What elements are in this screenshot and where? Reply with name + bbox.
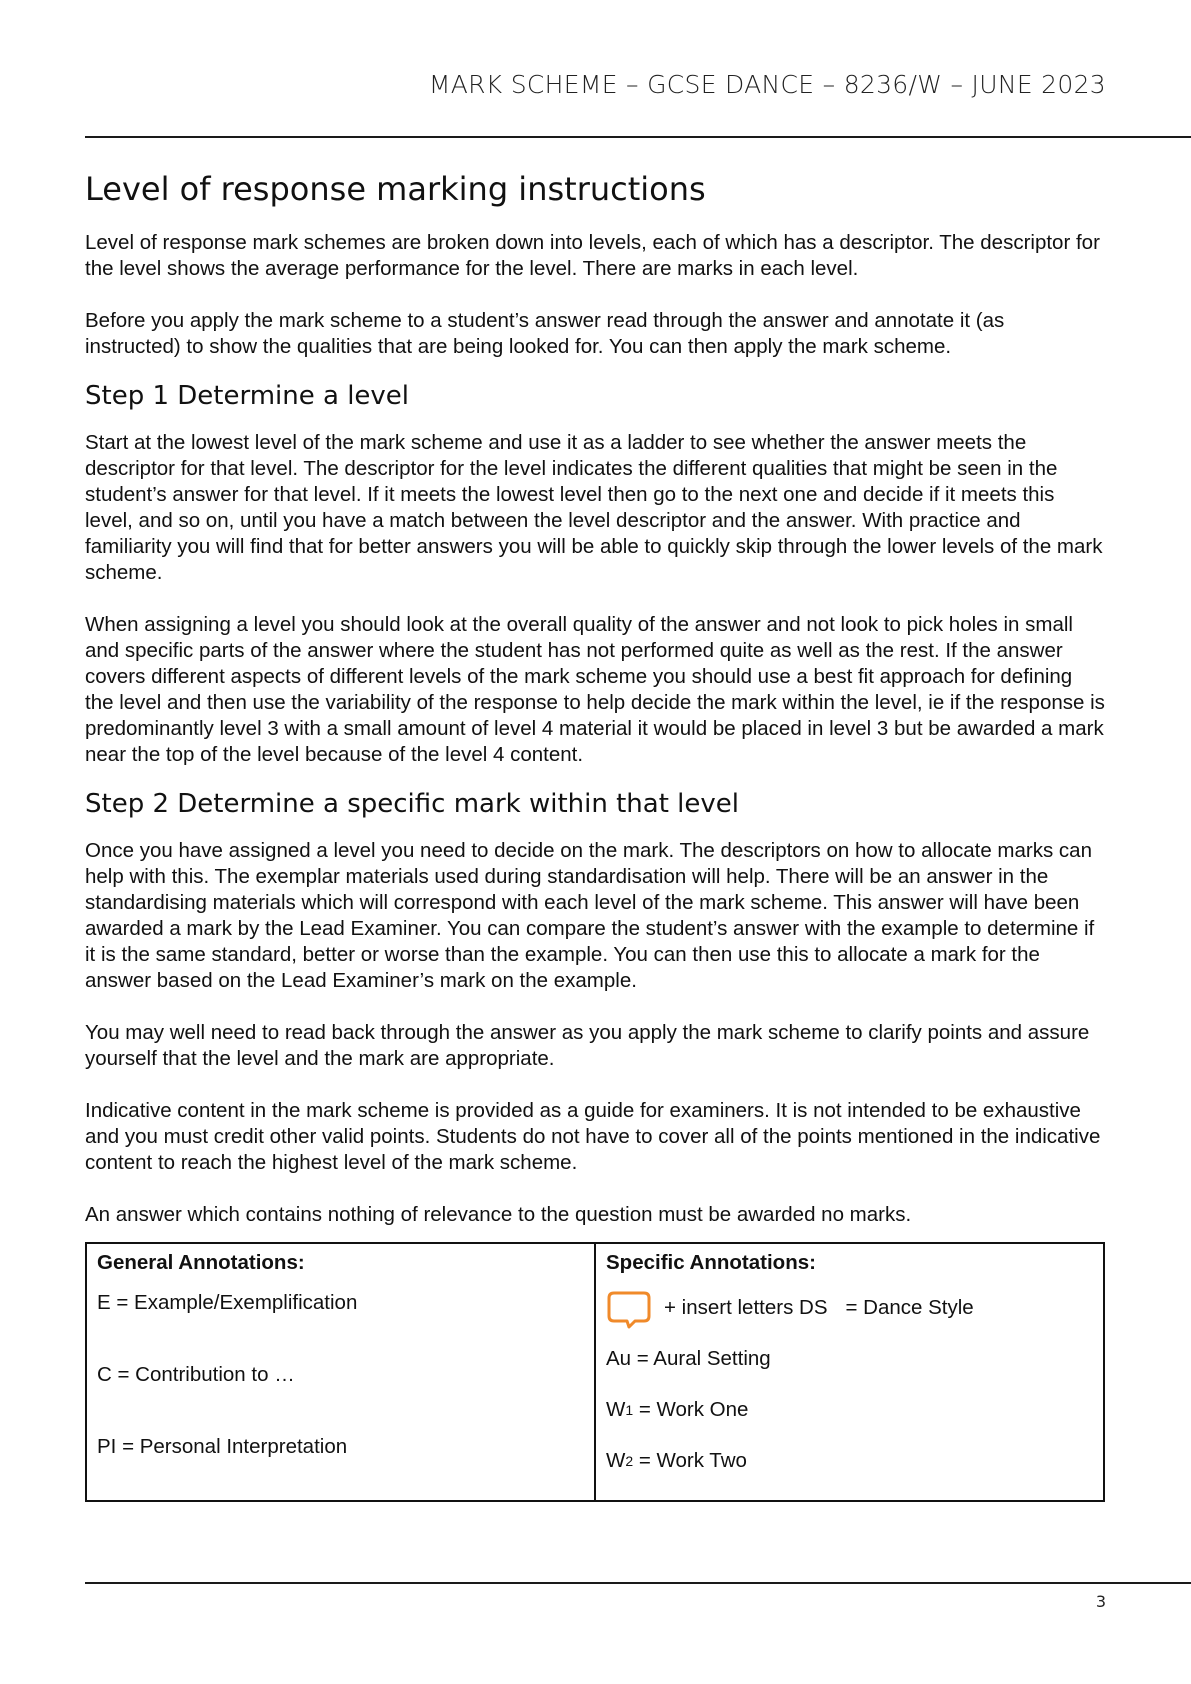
work-two-label: = Work Two — [633, 1448, 747, 1472]
running-header: MARK SCHEME – GCSE DANCE – 8236/W – JUNE 2023 — [428, 70, 1106, 99]
dance-style-row — [606, 1282, 1093, 1333]
step1-paragraph-1: Start at the lowest level of the mark scheme and use it as a ladder to see whether the answer meets the descriptor for that level. The descriptor for the level indicates the different qualities that might be seen in the student’s answer for that level. If it meets the lowest level then go to the next one and decide if it meets this level, and so on, until you have a match between the level descriptor and the answer. With practice and familiarity you will find that for better answers you will be able to quickly skip through the lower levels of the mark scheme. — [85, 431, 1103, 584]
work-one-prefix: W — [606, 1397, 626, 1421]
work-one-subscript: 1 — [625, 1401, 634, 1418]
header-rule — [85, 136, 1191, 138]
aural-setting-row: Au = Aural Setting — [606, 1346, 771, 1370]
general-annotation-item: C = Contribution to … — [97, 1363, 295, 1386]
step1-heading: Step 1 Determine a level — [85, 381, 410, 411]
work-one-label: = Work One — [633, 1397, 749, 1421]
work-two-row — [606, 1435, 1093, 1486]
work-two-prefix: W — [606, 1448, 626, 1472]
dance-style-insert-text: + insert letters DS — [664, 1295, 828, 1319]
page-title: Level of response marking instructions — [85, 170, 706, 208]
step2-paragraph-4: An answer which contains nothing of relevance to the question must be awarded no marks. — [85, 1203, 912, 1226]
specific-annotations-cell — [595, 1243, 1104, 1501]
annotations-table — [85, 1242, 1105, 1502]
general-annotations-heading: General Annotations: — [97, 1251, 305, 1274]
footer-rule — [85, 1582, 1191, 1584]
step2-paragraph-2: You may well need to read back through the answer as you apply the mark scheme to clarify points and assure yourself that the level and the mark are appropriate. — [85, 1021, 1090, 1070]
step2-paragraph-3: Indicative content in the mark scheme is provided as a guide for examiners. It is not intended to be exhaustive and you must credit other valid points. Students do not have to cover all of the points mentioned in the indicative content to reach the highest level of the mark scheme. — [85, 1099, 1101, 1174]
general-annotations-cell — [86, 1243, 595, 1501]
document-body — [85, 168, 1105, 1502]
general-annotation-item: PI = Personal Interpretation — [97, 1435, 348, 1458]
step1-paragraph-2: When assigning a level you should look at the overall quality of the answer and not look to pick holes in small and specific parts of the answer where the student has not performed quite as well as the rest. If the answer covers different aspects of different levels of the mark scheme you should use a best fit approach for defining the level and then use the variability of the response to help decide the mark within the level, ie if the response is predominantly level 3 with a small amount of level 4 material it would be placed in level 3 but be awarded a mark near the top of the level because of the level 4 content. — [85, 613, 1105, 766]
general-annotation-item: E = Example/Exemplification — [97, 1291, 358, 1314]
intro-paragraph-1: Level of response mark schemes are broken down into levels, each of which has a descriptor. The descriptor for the level shows the average performance for the level. There are marks in each level. — [85, 231, 1100, 280]
step2-paragraph-1: Once you have assigned a level you need to decide on the mark. The descriptors on how to allocate marks can help with this. The exemplar materials used during standardisation will help. There will be an answer in the standardising materials which will correspond with each level of the mark scheme. This answer will have been awarded a mark by the Lead Examiner. You can compare the student’s answer with the example to determine if it is the same standard, better or worse than the example. You can then use this to allocate a mark for the answer based on the Lead Examiner’s mark on the example. — [85, 839, 1095, 992]
specific-annotations-heading: Specific Annotations: — [606, 1251, 816, 1274]
intro-paragraph-2: Before you apply the mark scheme to a student’s answer read through the answer and annotate it (as instructed) to show the qualities that are being looked for. You can then apply the mark scheme. — [85, 309, 1005, 358]
dance-style-meaning: = Dance Style — [845, 1295, 974, 1319]
page-number: 3 — [1095, 1592, 1106, 1611]
work-one-row — [606, 1384, 1093, 1435]
work-two-subscript: 2 — [625, 1452, 634, 1469]
step2-heading: Step 2 Determine a specific mark within that level — [85, 789, 739, 819]
speech-bubble-icon — [606, 1290, 652, 1330]
